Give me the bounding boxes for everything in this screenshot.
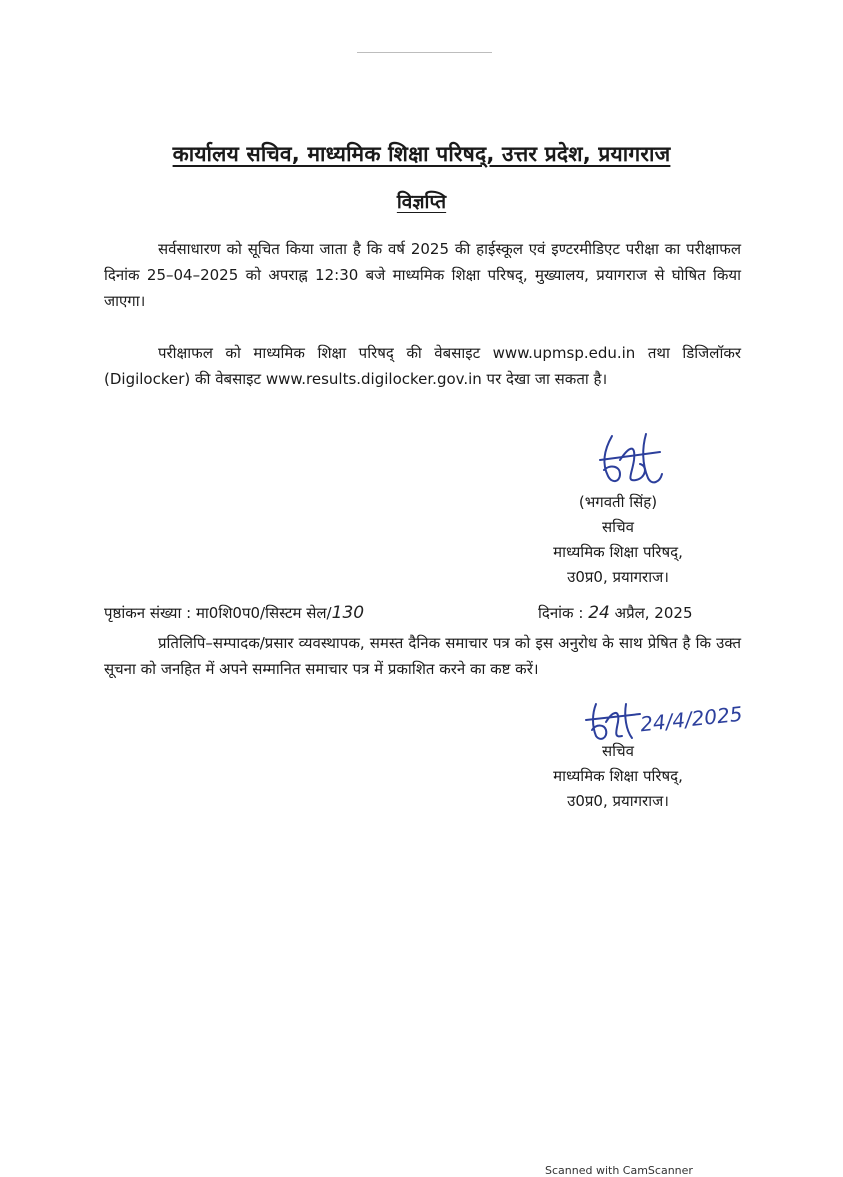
- notice-paragraph-1: सर्वसाधारण को सूचित किया जाता है कि वर्ष 2025 की हाईस्कूल एवं इण्टरमीडिएट परीक्षा का परीक्षाफल दिनांक 25–04–2025 को अपराह्न 12:30 बजे माध्यमिक शिक्षा परिषद्, मुख्यालय, प्रयागराज से घोषित किया जाएगा।: [104, 240, 741, 310]
- signatory-2-organization: माध्यमिक शिक्षा परिषद्,: [553, 767, 683, 785]
- signed-date: 24/4/2025: [639, 701, 744, 737]
- signature-1: [590, 430, 670, 492]
- reference-label: पृष्ठांकन संख्या : मा0शि0प0/सिस्टम सेल/: [104, 604, 332, 622]
- signatory-2-block: [488, 739, 748, 814]
- signatory-1-name: (भगवती सिंह): [578, 493, 658, 511]
- scanner-watermark: Scanned with CamScanner: [545, 1164, 693, 1177]
- notice-title: विज्ञप्ति: [396, 191, 447, 213]
- signatory-1-location: उ0प्र0, प्रयागराज।: [567, 568, 669, 586]
- scan-top-line: [357, 52, 492, 53]
- date-label: दिनांक :: [538, 604, 584, 622]
- signature-2: [582, 700, 644, 744]
- date-handwritten-day: 24: [588, 603, 610, 623]
- date-month-year: अप्रैल, 2025: [614, 604, 693, 622]
- office-heading: कार्यालय सचिव, माध्यमिक शिक्षा परिषद्, उत्तर प्रदेश, प्रयागराज: [172, 142, 671, 166]
- signatory-1-organization: माध्यमिक शिक्षा परिषद्,: [553, 543, 683, 561]
- notice-paragraph-2: परीक्षाफल को माध्यमिक शिक्षा परिषद् की वेबसाइट www.upmsp.edu.in तथा डिजिलॉकर (Digilocker) की वेबसाइट www.results.digilocker.gov.in पर देखा जा सकता है।: [104, 344, 741, 388]
- signatory-1-designation: सचिव: [602, 518, 634, 536]
- copy-to-paragraph: प्रतिलिपि–सम्पादक/प्रसार व्यवस्थापक, समस्त दैनिक समाचार पत्र को इस अनुरोध के साथ प्रेषित है कि उक्त सूचना को जनहित में अपने सम्मानित समाचार पत्र में प्रकाशित करने का कष्ट करें।: [104, 634, 741, 678]
- endorsement-date: [538, 600, 693, 626]
- reference-handwritten-number: 130: [331, 603, 365, 623]
- signatory-2-location: उ0प्र0, प्रयागराज।: [567, 792, 669, 810]
- signatory-1-block: [488, 490, 748, 590]
- signatory-2-designation: सचिव: [602, 742, 634, 760]
- reference-number: [104, 600, 364, 626]
